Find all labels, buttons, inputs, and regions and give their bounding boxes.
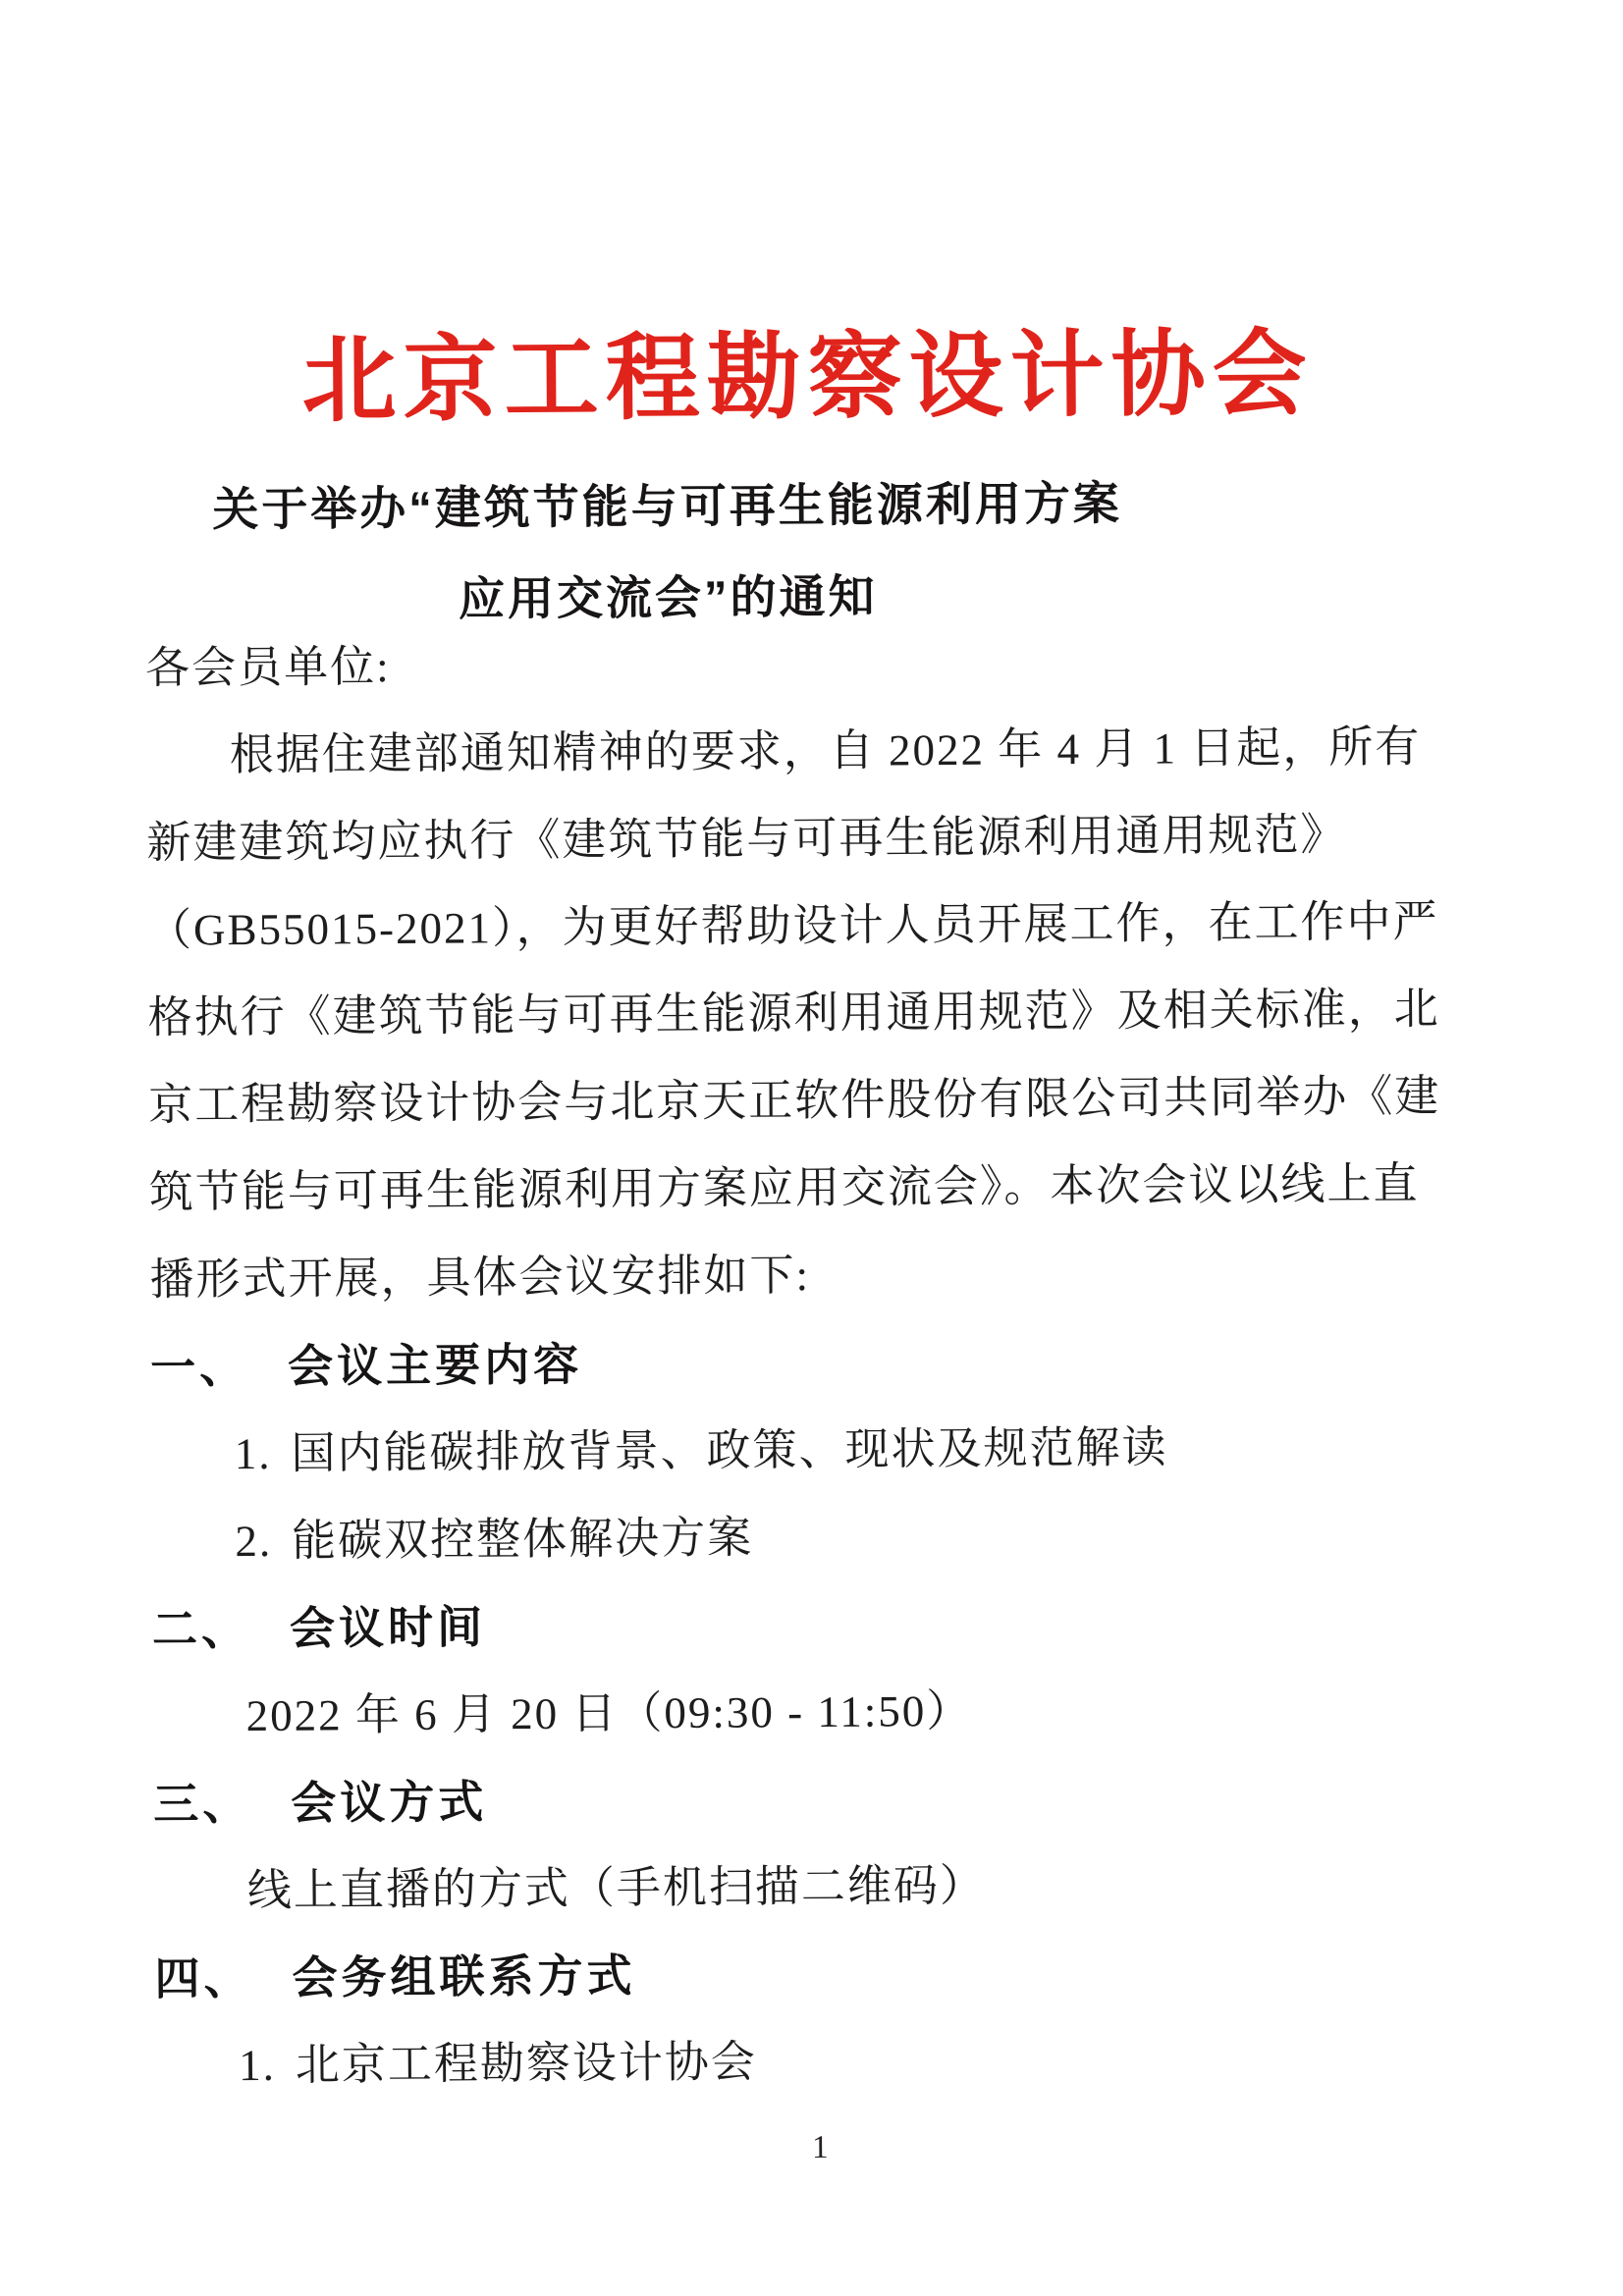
section-title: 会务组联系方式 — [292, 1949, 636, 2003]
item-number: 1. — [234, 1428, 272, 1479]
notice-body — [145, 615, 1482, 2109]
list-item — [151, 1489, 1478, 1585]
salutation: 各会员单位: — [145, 641, 391, 693]
meeting-method-line: 线上直播的方式（手机扫描二维码） — [246, 1860, 987, 1916]
section-heading-3 — [153, 1751, 1480, 1847]
paragraph-line: （GB55015-2021），为更好帮助设计人员开展工作，在工作中严 — [146, 896, 1439, 955]
paragraph-line: 筑节能与可再生能源利用方案应用交流会》。本次会议以线上直 — [148, 1158, 1420, 1217]
notice-title-line-1: 关于举办“建筑节能与可再生能源利用方案 — [212, 476, 1122, 536]
section-number: 二、 — [151, 1603, 251, 1655]
meeting-date-line: 2022 年 6 月 20 日（09:30 - 11:50） — [245, 1685, 973, 1741]
section-title: 会议主要内容 — [287, 1338, 583, 1392]
section-heading-1 — [150, 1314, 1477, 1411]
paragraph-line: 京工程勘察设计协会与北京天正软件股份有限公司共同举办《建 — [148, 1071, 1441, 1130]
section-heading-4 — [154, 1926, 1481, 2022]
list-item — [150, 1402, 1477, 1498]
item-text: 能碳双控整体解决方案 — [291, 1513, 754, 1566]
paragraph-line: 根据住建部通知精神的要求，自 2022 年 4 月 1 日起，所有 — [229, 721, 1422, 780]
paragraph-line: 播形式开展，具体会议安排如下: — [149, 1251, 811, 1305]
notice-title-line-2: 应用交流会”的通知 — [458, 569, 878, 625]
section-number: 三、 — [153, 1778, 252, 1830]
item-number: 2. — [235, 1516, 273, 1567]
org-title: 北京工程勘察设计协会 — [301, 321, 1315, 434]
item-text: 北京工程勘察设计协会 — [295, 2037, 758, 2090]
paragraph-line: 格执行《建筑节能与可再生能源利用通用规范》及相关标准，北 — [147, 984, 1440, 1042]
item-text: 国内能碳排放背景、政策、现状及规范解读 — [291, 1422, 1168, 1478]
list-item — [155, 2013, 1482, 2109]
paragraph-line: 新建建筑均应执行《建筑节能与可再生能源利用通用规范》 — [146, 810, 1347, 868]
section-number: 四、 — [154, 1951, 253, 2004]
item-number: 1. — [238, 2040, 277, 2091]
section-number: 一、 — [149, 1341, 249, 1393]
section-title: 会议时间 — [289, 1601, 487, 1654]
page-number: 1 — [811, 2129, 829, 2166]
section-title: 会议方式 — [291, 1776, 488, 1829]
section-heading-2 — [152, 1576, 1479, 1673]
